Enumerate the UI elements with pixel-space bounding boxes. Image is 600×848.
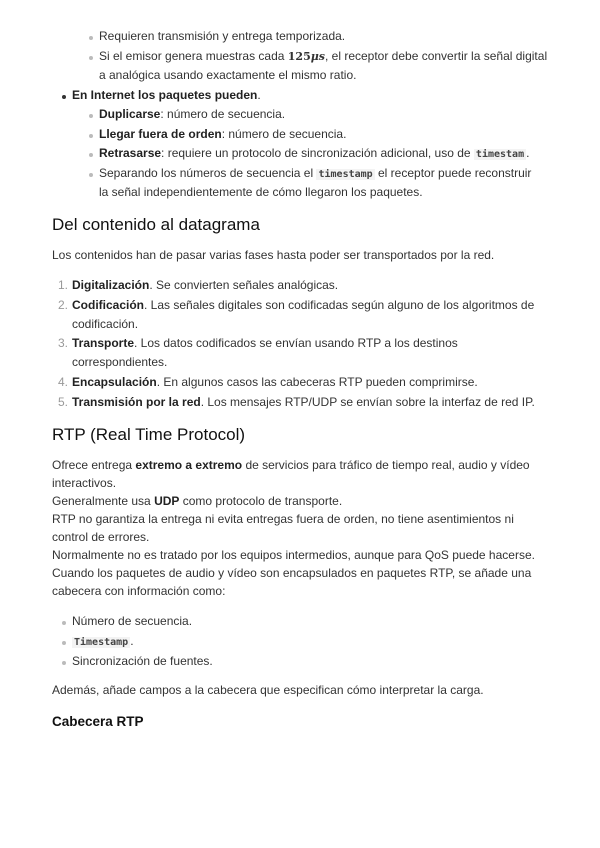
list-item: Sincronización de fuentes. [72,654,213,668]
paragraph: Cuando los paquetes de audio y vídeo son encapsulados en paquetes RTP, se añade una [52,566,532,580]
list-item-continuation: la señal independientemente de cómo llegaron los paquetes. [99,185,423,199]
step-item: Codificación. Las señales digitales son codificadas según alguno de los algoritmos de [72,298,535,312]
paragraph-continuation: control de errores. [52,530,150,544]
list-item: Número de secuencia. [72,614,193,628]
paragraph: RTP no garantiza la entrega ni evita entregas fuera de orden, no tiene asentimientos ni [52,512,514,526]
step-number: 2. [57,298,68,312]
bullet [89,56,93,60]
step-item: Digitalización. Se convierten señales analógicas. [72,278,339,292]
step-item-continuation: correspondientes. [72,355,168,369]
bullet [89,114,93,118]
bullet [62,641,66,645]
list-item: Si el emisor genera muestras cada 125μs, el receptor debe convertir la señal digital [99,49,548,63]
step-number: 5. [57,395,68,409]
step-number: 3. [57,336,68,350]
bullet [62,621,66,625]
step-number: 4. [57,375,68,389]
paragraph: Normalmente no es tratado por los equipos intermedios, aunque para QoS puede hacerse. [52,548,535,562]
bullet [89,36,93,40]
list-item: Timestamp . [74,634,134,648]
bullet [62,661,66,665]
subsection-heading: Cabecera RTP [52,714,144,729]
paragraph: Ofrece entrega extremo a extremo de servicios para tráfico de tiempo real, audio y vídeo [52,458,530,472]
section-heading: RTP (Real Time Protocol) [52,425,246,444]
bullet [89,173,93,177]
step-number: 1. [57,278,68,292]
paragraph-continuation: cabecera con información como: [52,584,226,598]
paragraph-continuation: interactivos. [52,476,117,490]
bullet [89,153,93,157]
step-item: Encapsulación. En algunos casos las cabeceras RTP pueden comprimirse. [72,375,478,389]
list-item: Llegar fuera de orden: número de secuencia. [99,127,347,141]
sample-period: 125μs [287,50,325,63]
list-item-continuation: a analógica usando exactamente el mismo ratio. [99,68,357,82]
paragraph: Además, añade campos a la cabecera que especifican cómo interpretar la carga. [52,683,484,697]
list-item: Requieren transmisión y entrega temporizada. [99,29,346,43]
step-item-continuation: codificación. [72,317,139,331]
section-heading: Del contenido al datagrama [52,215,260,234]
list-item: En Internet los paquetes pueden. [72,88,261,102]
bullet [62,95,66,99]
step-item: Transporte. Los datos codificados se envían usando RTP a los destinos [72,336,458,350]
paragraph: Generalmente usa UDP como protocolo de transporte. [52,494,343,508]
paragraph: Los contenidos han de pasar varias fases hasta poder ser transportados por la red. [52,248,495,262]
list-item: Separando los números de secuencia el timestamp el receptor puede reconstruir [99,166,532,180]
step-item: Transmisión por la red. Los mensajes RTP/UDP se envían sobre la interfaz de red IP. [72,395,535,409]
bullet [89,134,93,138]
list-item: Duplicarse: número de secuencia. [99,107,286,121]
list-item: Retrasarse: requiere un protocolo de sincronización adicional, uso de timestam . [99,146,530,160]
